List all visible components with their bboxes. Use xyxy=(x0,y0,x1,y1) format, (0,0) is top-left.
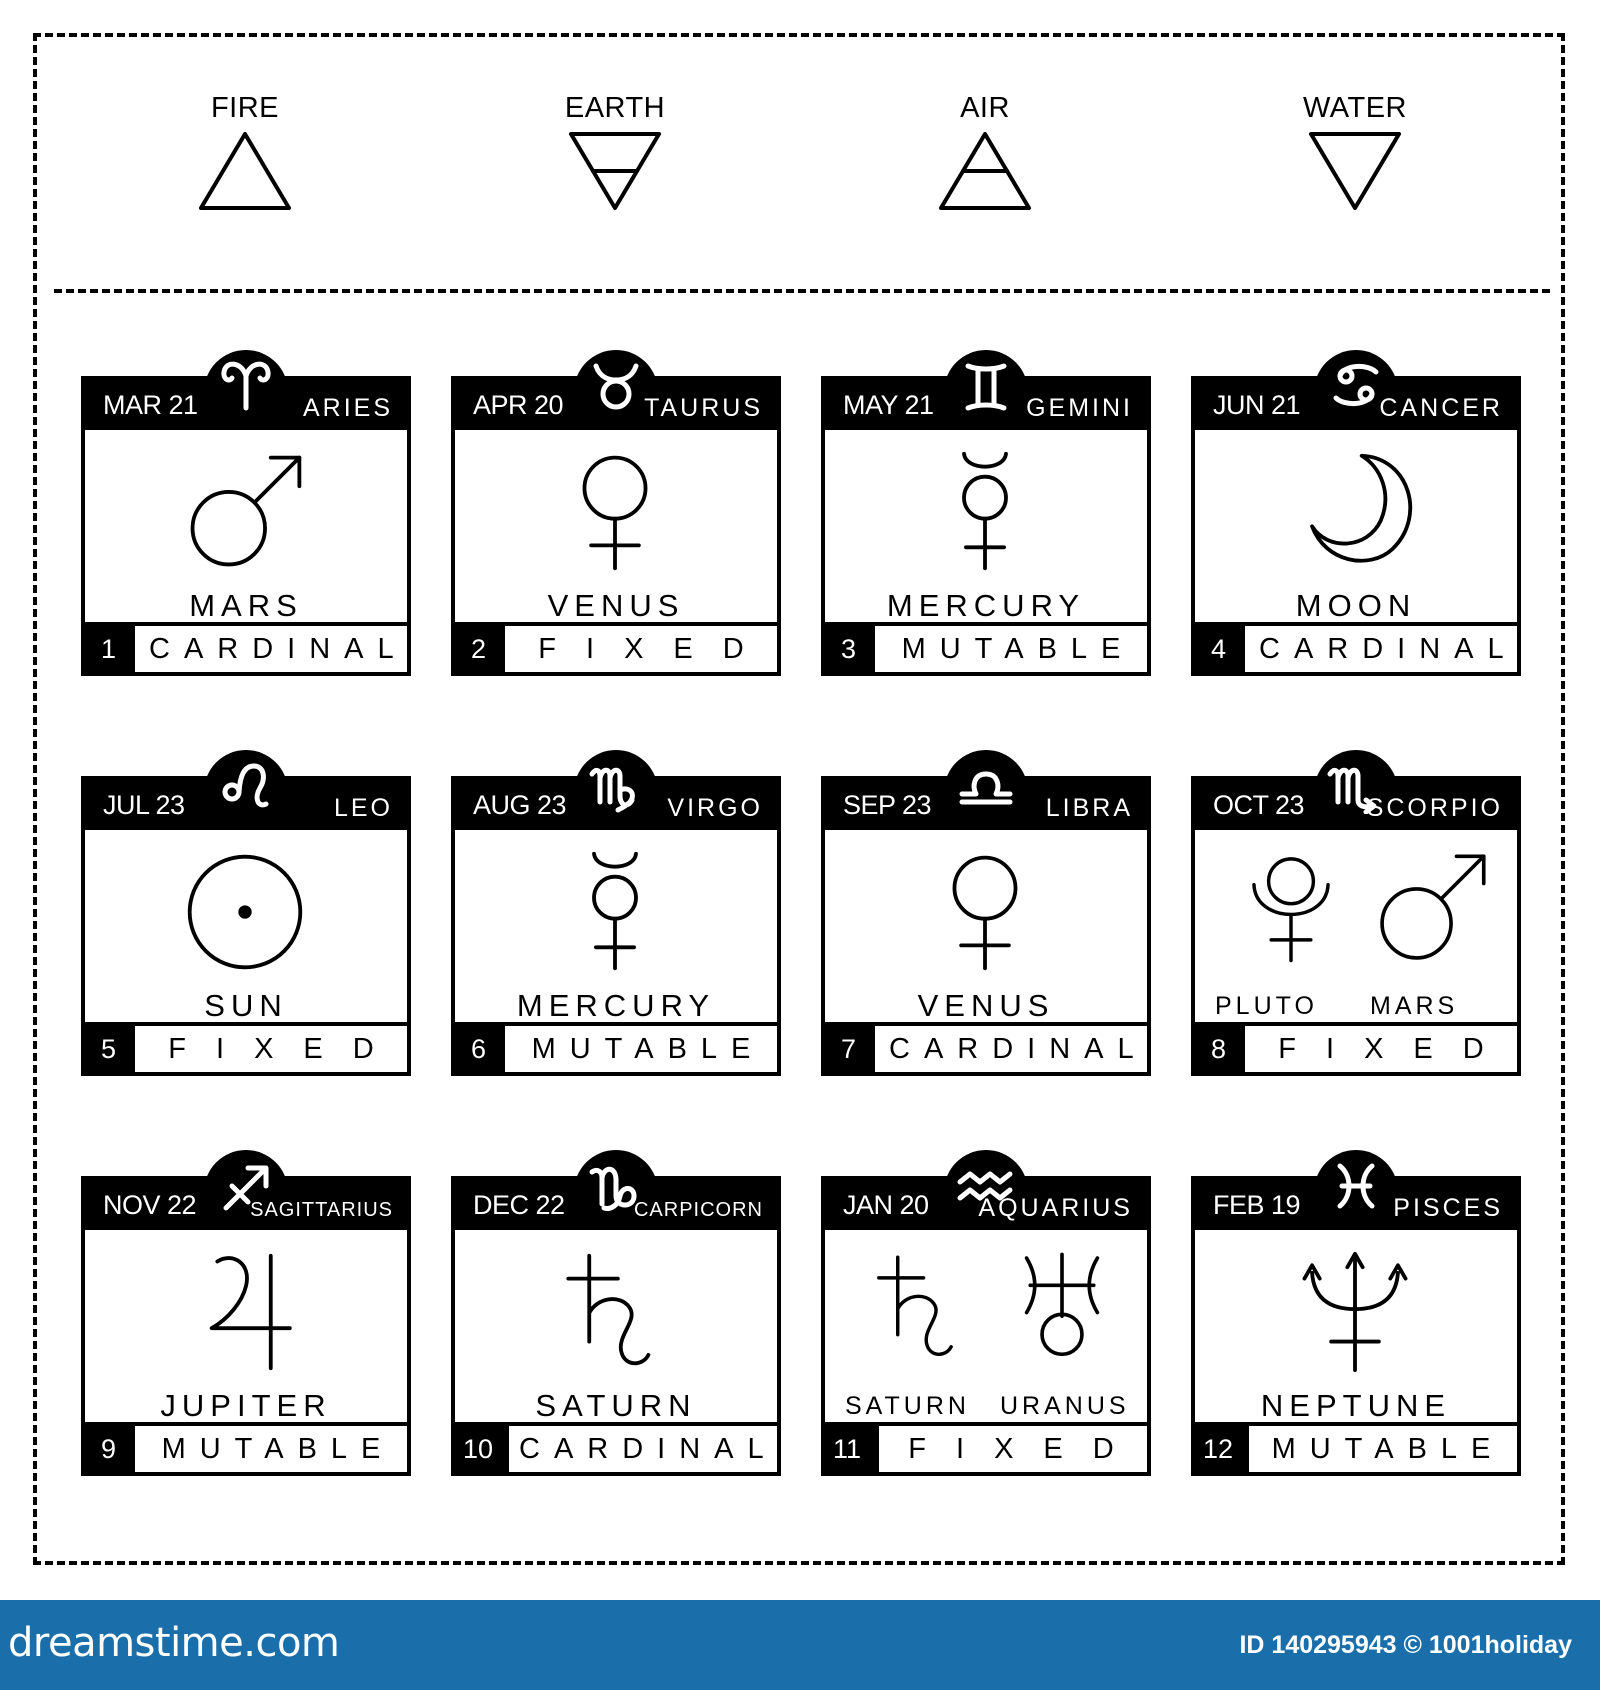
capricorn-icon xyxy=(574,1156,658,1214)
taurus-icon xyxy=(574,356,658,414)
sign-date: MAR 21 xyxy=(103,390,198,420)
planet-symbols xyxy=(85,436,407,584)
sign-date: SEP 23 xyxy=(843,790,932,820)
mars-icon xyxy=(183,450,307,574)
planet-name: MARS xyxy=(189,588,303,623)
planet-name: PLUTO xyxy=(1215,992,1318,1020)
planet-name: MERCURY xyxy=(516,988,716,1023)
zodiac-card-cancer xyxy=(1191,350,1521,676)
image-credit: ID 140295943 © 1001holiday xyxy=(1239,1631,1572,1659)
cancer-icon xyxy=(1314,356,1398,414)
neptune-icon xyxy=(1293,1250,1417,1374)
mercury-icon xyxy=(553,850,677,974)
earth-triangle-icon xyxy=(567,130,663,214)
element-label: AIR xyxy=(960,92,1010,124)
zodiac-card-scorpio xyxy=(1191,750,1521,1076)
section-divider xyxy=(54,289,1550,293)
sign-number: 10 xyxy=(455,1426,509,1472)
sign-date: APR 20 xyxy=(473,390,564,420)
element-air xyxy=(885,90,1085,214)
planet-symbols xyxy=(85,1236,407,1384)
sign-number: 4 xyxy=(1195,626,1245,672)
sign-name: SCORPIO xyxy=(1366,794,1503,822)
planet-name: JUPITER xyxy=(160,1388,332,1423)
scorpio-icon xyxy=(1314,756,1398,814)
element-water xyxy=(1255,90,1455,214)
sign-name: ARIES xyxy=(302,394,393,422)
leo-icon xyxy=(204,756,288,814)
planet-symbols xyxy=(825,436,1147,584)
planet-symbols xyxy=(1195,436,1517,584)
card-body xyxy=(821,376,1151,676)
modality-label: MUTABLE xyxy=(531,1033,765,1065)
sign-number: 2 xyxy=(455,626,505,672)
card-footer xyxy=(825,622,1147,672)
planet-symbols xyxy=(455,836,777,984)
sign-date: MAY 21 xyxy=(843,390,934,420)
planet-symbols xyxy=(455,1236,777,1384)
zodiac-card-leo xyxy=(81,750,411,1076)
modality-label: MUTABLE xyxy=(901,633,1135,665)
mars-icon xyxy=(1373,846,1491,970)
zodiac-card-pisces xyxy=(1191,1150,1521,1476)
sign-date: DEC 22 xyxy=(473,1190,565,1220)
sign-number: 1 xyxy=(85,626,135,672)
sign-date: NOV 22 xyxy=(103,1190,197,1220)
card-footer xyxy=(825,1022,1147,1072)
sagittarius-icon xyxy=(204,1156,288,1214)
element-label: FIRE xyxy=(210,92,280,124)
sign-number: 8 xyxy=(1195,1026,1245,1072)
fire-triangle-icon xyxy=(197,130,293,214)
zodiac-card-gemini xyxy=(821,350,1151,676)
card-body xyxy=(1191,776,1521,1076)
card-body xyxy=(821,1176,1151,1476)
sign-date: OCT 23 xyxy=(1213,790,1305,820)
site-name: dreamstime.com xyxy=(8,1620,340,1666)
card-footer xyxy=(85,1422,407,1472)
aries-icon xyxy=(204,356,288,414)
zodiac-card-aries xyxy=(81,350,411,676)
modality-label: FIXED xyxy=(1278,1033,1514,1065)
sign-number: 11 xyxy=(825,1426,879,1472)
card-body xyxy=(81,776,411,1076)
planet-name: VENUS xyxy=(547,588,685,623)
sign-name: VIRGO xyxy=(667,794,763,822)
sign-name: CARPICORN xyxy=(633,1199,763,1221)
element-fire xyxy=(145,90,345,214)
saturn-icon xyxy=(553,1250,677,1374)
element-earth xyxy=(515,90,715,214)
zodiac-card-capricorn xyxy=(451,1150,781,1476)
card-footer xyxy=(455,1022,777,1072)
sign-number: 12 xyxy=(1195,1426,1249,1472)
sign-name: CANCER xyxy=(1379,394,1503,422)
sign-number: 7 xyxy=(825,1026,875,1072)
card-footer xyxy=(1195,622,1517,672)
modality-label: CARDINAL xyxy=(1259,633,1518,665)
planet-symbols xyxy=(1195,836,1517,984)
modality-label: FIXED xyxy=(168,1033,404,1065)
gemini-icon xyxy=(944,356,1028,414)
sign-name: LEO xyxy=(333,794,393,822)
water-triangle-icon xyxy=(1307,130,1403,214)
card-body xyxy=(821,776,1151,1076)
planet-name: SATURN xyxy=(845,1392,970,1420)
sign-number: 9 xyxy=(85,1426,135,1472)
planet-symbols xyxy=(1195,1236,1517,1384)
mercury-icon xyxy=(923,450,1047,574)
card-footer xyxy=(85,622,407,672)
sign-name: GEMINI xyxy=(1026,394,1133,422)
modality-label: MUTABLE xyxy=(1271,1433,1505,1465)
sign-name: AQUARIUS xyxy=(978,1194,1133,1222)
jupiter-icon xyxy=(183,1250,307,1374)
planet-name: SATURN xyxy=(535,1388,697,1423)
virgo-icon xyxy=(574,756,658,814)
card-body xyxy=(1191,376,1521,676)
card-footer xyxy=(455,622,777,672)
zodiac-card-virgo xyxy=(451,750,781,1076)
modality-label: MUTABLE xyxy=(161,1433,395,1465)
venus-icon xyxy=(923,850,1047,974)
planet-name: MOON xyxy=(1295,588,1417,623)
planet-name: NEPTUNE xyxy=(1260,1388,1452,1423)
pluto-icon xyxy=(1235,846,1347,970)
modality-label: CARDINAL xyxy=(889,1033,1148,1065)
element-label: EARTH xyxy=(564,92,666,124)
planet-symbols xyxy=(825,1236,1147,1384)
planet-name: MARS xyxy=(1370,992,1459,1020)
modality-label: CARDINAL xyxy=(149,633,408,665)
modality-label: FIXED xyxy=(908,1433,1144,1465)
moon-icon xyxy=(1293,450,1417,574)
modality-label: CARDINAL xyxy=(519,1433,778,1465)
sign-number: 5 xyxy=(85,1026,135,1072)
card-body xyxy=(451,376,781,676)
card-body xyxy=(451,776,781,1076)
card-body xyxy=(81,376,411,676)
zodiac-card-sagittarius xyxy=(81,1150,411,1476)
sign-name: SAGITTARIUS xyxy=(250,1199,393,1221)
venus-icon xyxy=(553,450,677,574)
card-footer xyxy=(1195,1022,1517,1072)
sign-date: JAN 20 xyxy=(843,1190,929,1220)
sign-name: TAURUS xyxy=(644,394,763,422)
uranus-icon xyxy=(1003,1246,1121,1370)
card-footer xyxy=(85,1022,407,1072)
planet-symbols xyxy=(455,436,777,584)
planet-symbols xyxy=(825,836,1147,984)
libra-icon xyxy=(944,756,1028,814)
card-footer xyxy=(1195,1422,1517,1472)
element-label: WATER xyxy=(1303,92,1407,124)
planet-symbols xyxy=(85,836,407,984)
card-body xyxy=(451,1176,781,1476)
sign-date: AUG 23 xyxy=(473,790,567,820)
aquarius-icon xyxy=(944,1156,1028,1214)
sun-icon xyxy=(183,850,307,974)
pisces-icon xyxy=(1314,1156,1398,1214)
card-footer xyxy=(825,1422,1147,1472)
planet-name: VENUS xyxy=(917,988,1055,1023)
zodiac-card-libra xyxy=(821,750,1151,1076)
planet-name: MERCURY xyxy=(886,588,1086,623)
modality-label: FIXED xyxy=(538,633,774,665)
sign-number: 6 xyxy=(455,1026,505,1072)
zodiac-card-taurus xyxy=(451,350,781,676)
saturn-icon xyxy=(865,1246,977,1370)
card-footer xyxy=(455,1422,777,1472)
sign-number: 3 xyxy=(825,626,875,672)
sign-date: JUL 23 xyxy=(103,790,185,820)
sign-date: JUN 21 xyxy=(1213,390,1301,420)
air-triangle-icon xyxy=(937,130,1033,214)
card-body xyxy=(1191,1176,1521,1476)
watermark-bar xyxy=(0,1600,1600,1690)
card-body xyxy=(81,1176,411,1476)
zodiac-card-aquarius xyxy=(821,1150,1151,1476)
planet-name: SUN xyxy=(204,988,288,1023)
sign-name: PISCES xyxy=(1393,1194,1503,1222)
sign-name: LIBRA xyxy=(1045,794,1133,822)
sign-date: FEB 19 xyxy=(1213,1190,1301,1220)
planet-name: URANUS xyxy=(1000,1392,1130,1420)
